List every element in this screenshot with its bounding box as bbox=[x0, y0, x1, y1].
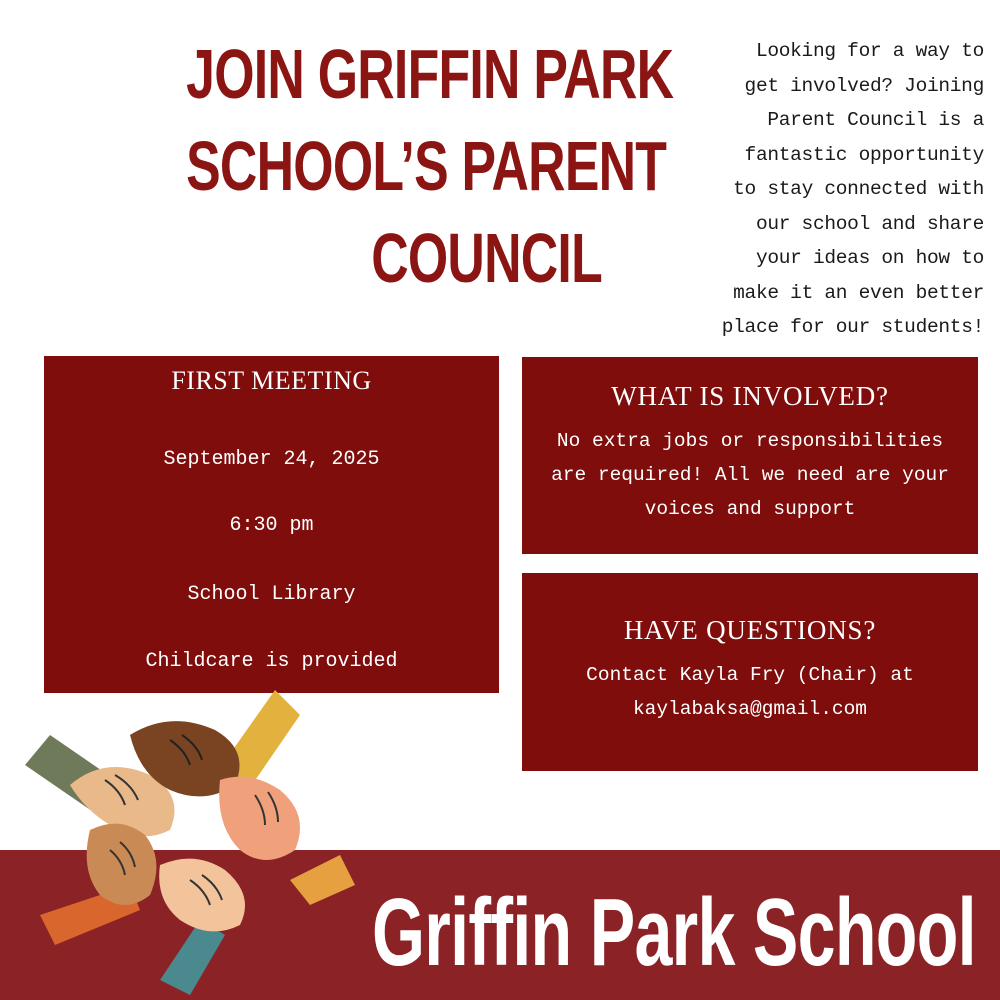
intro-line: your ideas on how to bbox=[755, 247, 984, 269]
intro-line: to stay connected with bbox=[733, 178, 984, 200]
meeting-childcare: Childcare is provided bbox=[145, 650, 398, 673]
involved-heading: WHAT IS INVOLVED? bbox=[611, 381, 889, 411]
involved-line: voices and support bbox=[644, 498, 856, 520]
intro-line: our school and share bbox=[755, 212, 984, 235]
intro-paragraph bbox=[668, 34, 984, 345]
what-is-involved-box bbox=[522, 357, 978, 554]
have-questions-box bbox=[522, 573, 978, 771]
intro-line: Parent Council is a bbox=[767, 109, 984, 131]
questions-line: Contact Kayla Fry (Chair) at bbox=[586, 664, 914, 686]
questions-heading: HAVE QUESTIONS? bbox=[623, 615, 877, 645]
meeting-heading: FIRST MEETING bbox=[171, 366, 372, 395]
linked-hands-icon bbox=[10, 680, 380, 1000]
title-line-2: SCHOOL’S PARENT bbox=[186, 127, 667, 205]
title-line-3: COUNCIL bbox=[371, 219, 602, 297]
involved-line: No extra jobs or responsibilities bbox=[556, 430, 944, 452]
intro-line: place for our students! bbox=[721, 316, 984, 338]
questions-text bbox=[532, 658, 968, 726]
intro-line: Looking for a way to bbox=[755, 40, 984, 62]
page-title bbox=[186, 28, 674, 304]
school-name-footer: Griffin Park School bbox=[372, 879, 976, 986]
meeting-location: School Library bbox=[187, 583, 356, 606]
meeting-time: 6:30 pm bbox=[229, 514, 314, 537]
first-meeting-box bbox=[44, 356, 499, 693]
intro-line: make it an even better bbox=[733, 281, 984, 304]
contact-email: kaylabaksa@gmail.com bbox=[632, 698, 868, 720]
intro-line: get involved? Joining bbox=[744, 74, 984, 97]
intro-line: fantastic opportunity bbox=[744, 143, 984, 166]
title-line-1: JOIN GRIFFIN PARK bbox=[186, 35, 674, 113]
meeting-date: September 24, 2025 bbox=[163, 448, 380, 471]
involved-line: are required! All we need are your bbox=[551, 464, 949, 486]
involved-text bbox=[532, 424, 968, 526]
